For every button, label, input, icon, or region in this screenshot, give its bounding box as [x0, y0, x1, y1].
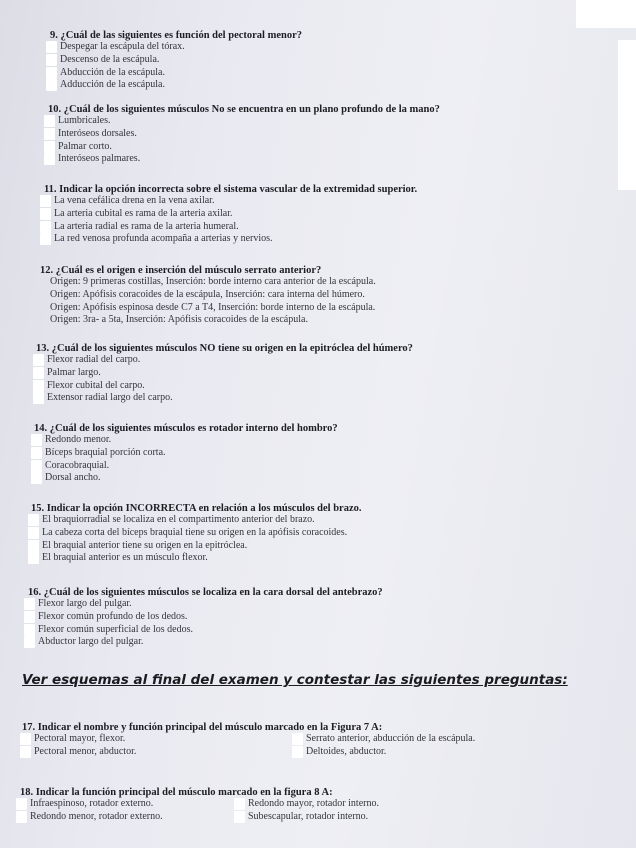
option-d[interactable]: Dorsal ancho.	[45, 472, 338, 485]
answer-checkbox[interactable]	[24, 598, 35, 610]
question-title: 16. ¿Cuál de los siguientes músculos se localiza en la cara dorsal del antebrazo?	[28, 587, 383, 598]
question-12	[40, 265, 376, 327]
answer-checkbox[interactable]	[33, 392, 44, 404]
question-title: 9. ¿Cuál de las siguientes es función del pectoral menor?	[50, 30, 302, 41]
answer-checkbox[interactable]	[44, 153, 55, 165]
answer-checkbox[interactable]	[40, 208, 51, 220]
answer-checkbox[interactable]	[28, 514, 39, 526]
answer-checkbox[interactable]	[46, 67, 57, 79]
option-d[interactable]: Subescapular, rotador interno.	[248, 811, 379, 824]
answer-checkbox[interactable]	[46, 79, 57, 91]
option-c[interactable]: La arteria radial es rama de la arteria humeral.	[54, 221, 417, 234]
answer-checkbox[interactable]	[28, 527, 39, 539]
question-title: 10. ¿Cuál de los siguientes músculos No se encuentra en un plano profundo de la mano?	[48, 104, 440, 115]
option-d[interactable]: Abductor largo del pulgar.	[38, 636, 383, 649]
page-edge-right	[618, 40, 636, 190]
option-a[interactable]: Lumbricales.	[58, 115, 440, 128]
option-a[interactable]: El braquiorradial se localiza en el compartimento anterior del brazo.	[42, 514, 361, 527]
answer-checkbox[interactable]	[20, 746, 31, 758]
answer-checkbox[interactable]	[24, 624, 35, 636]
question-title: 17. Indicar el nombre y función principal del músculo marcado en la Figura 7 A:	[22, 722, 383, 733]
answer-checkbox[interactable]	[31, 447, 42, 459]
question-title: 13. ¿Cuál de los siguientes músculos NO tiene su origen en la epitróclea del húmero?	[36, 343, 413, 354]
option-a[interactable]: Infraespinoso, rotador externo.	[30, 798, 163, 811]
option-c[interactable]: Flexor cubital del carpo.	[47, 380, 413, 393]
answer-checkbox[interactable]	[33, 367, 44, 379]
option-b[interactable]: Interóseos dorsales.	[58, 128, 440, 141]
question-15	[31, 503, 361, 565]
question-title: 18. Indicar la función principal del músculo marcado en la figura 8 A:	[20, 787, 333, 798]
option-d[interactable]: Interóseos palmares.	[58, 153, 440, 166]
answer-checkbox[interactable]	[40, 221, 51, 233]
answer-checkbox[interactable]	[44, 141, 55, 153]
answer-checkbox[interactable]	[20, 733, 31, 745]
answer-checkbox[interactable]	[28, 540, 39, 552]
option-b[interactable]: Pectoral menor, abductor.	[34, 746, 136, 759]
option-b[interactable]: Flexor común profundo de los dedos.	[38, 611, 383, 624]
option-d[interactable]: El braquial anterior es un músculo flexor.	[42, 552, 361, 565]
question-13	[36, 343, 413, 405]
option-a[interactable]: Flexor largo del pulgar.	[38, 598, 383, 611]
answer-checkbox[interactable]	[33, 354, 44, 366]
option-a[interactable]: La vena cefálica drena en la vena axilar.	[54, 195, 417, 208]
question-11	[44, 184, 417, 246]
option-b[interactable]: Bíceps braquial porción corta.	[45, 447, 338, 460]
section-banner: Ver esquemas al final del examen y contestar las siguientes preguntas:	[22, 672, 568, 688]
answer-checkbox[interactable]	[16, 811, 27, 823]
option-d[interactable]: Adducción de la escápula.	[60, 79, 302, 92]
option-a[interactable]: Flexor radial del carpo.	[47, 354, 413, 367]
answer-checkbox[interactable]	[24, 636, 35, 648]
option-d[interactable]: Deltoides, abductor.	[306, 746, 475, 759]
option-d[interactable]: Extensor radial largo del carpo.	[47, 392, 413, 405]
answer-checkbox[interactable]	[40, 195, 51, 207]
option-c[interactable]: Flexor común superficial de los dedos.	[38, 624, 383, 637]
answer-checkbox[interactable]	[31, 434, 42, 446]
option-c[interactable]: El braquial anterior tiene su origen en la epitróclea.	[42, 540, 361, 553]
answer-checkbox[interactable]	[28, 552, 39, 564]
answer-checkbox[interactable]	[31, 460, 42, 472]
option-a[interactable]: Pectoral mayor, flexor.	[34, 733, 136, 746]
answer-checkbox[interactable]	[31, 472, 42, 484]
question-title: 12. ¿Cuál es el origen e inserción del músculo serrato anterior?	[40, 265, 322, 276]
option-b[interactable]: La arteria cubital es rama de la arteria axilar.	[54, 208, 417, 221]
option-c[interactable]: Abducción de la escápula.	[60, 67, 302, 80]
option-b[interactable]: Redondo menor, rotador externo.	[30, 811, 163, 824]
option-c[interactable]: Palmar corto.	[58, 141, 440, 154]
question-14	[34, 423, 338, 485]
option-b[interactable]: La cabeza corta del bíceps braquial tiene su origen en la apófisis coracoides.	[42, 527, 361, 540]
question-9	[50, 30, 302, 92]
answer-checkbox[interactable]	[40, 233, 51, 245]
option-a[interactable]: Despegar la escápula del tórax.	[60, 41, 302, 54]
option-d[interactable]: Origen: 3ra- a 5ta, Inserción: Apófisis coracoides de la escápula.	[50, 314, 308, 326]
question-title: 11. Indicar la opción incorrecta sobre el sistema vascular de la extremidad superior.	[44, 184, 418, 195]
answer-checkbox[interactable]	[292, 746, 303, 758]
answer-checkbox[interactable]	[46, 41, 57, 53]
question-16	[28, 587, 383, 649]
option-b[interactable]: Descenso de la escápula.	[60, 54, 302, 67]
question-title: 15. Indicar la opción INCORRECTA en relación a los músculos del brazo.	[31, 503, 362, 514]
answer-checkbox[interactable]	[234, 798, 245, 810]
answer-checkbox[interactable]	[44, 115, 55, 127]
option-b[interactable]: Origen: Apófisis coracoides de la escápula, Inserción: cara interna del húmero.	[50, 288, 365, 300]
option-c[interactable]: Serrato anterior, abducción de la escápula.	[306, 733, 475, 746]
question-10	[48, 104, 440, 166]
option-c[interactable]: Redondo mayor, rotador interno.	[248, 798, 379, 811]
option-b[interactable]: Palmar largo.	[47, 367, 413, 380]
options-left	[30, 798, 163, 824]
option-c[interactable]: Coracobraquial.	[45, 460, 338, 473]
option-c[interactable]: Origen: Apófisis espinosa desde C7 a T4, Inserción: borde interno de la escápula.	[50, 301, 376, 313]
answer-checkbox[interactable]	[16, 798, 27, 810]
question-17	[22, 722, 622, 763]
page-edge-top-right	[576, 0, 636, 28]
answer-checkbox[interactable]	[46, 54, 57, 66]
option-a[interactable]: Origen: 9 primeras costillas, Inserción: borde interno cara anterior de la escápula.	[50, 276, 376, 287]
question-18	[20, 787, 620, 828]
answer-checkbox[interactable]	[24, 611, 35, 623]
answer-checkbox[interactable]	[292, 733, 303, 745]
answer-checkbox[interactable]	[44, 128, 55, 140]
option-a[interactable]: Redondo menor.	[45, 434, 338, 447]
options-right	[248, 798, 379, 824]
options-left	[34, 733, 136, 759]
option-d[interactable]: La red venosa profunda acompaña a arterias y nervios.	[54, 233, 417, 246]
options-right	[306, 733, 475, 759]
answer-checkbox[interactable]	[234, 811, 245, 823]
question-title: 14. ¿Cuál de los siguientes músculos es rotador interno del hombro?	[34, 423, 338, 434]
answer-checkbox[interactable]	[33, 380, 44, 392]
